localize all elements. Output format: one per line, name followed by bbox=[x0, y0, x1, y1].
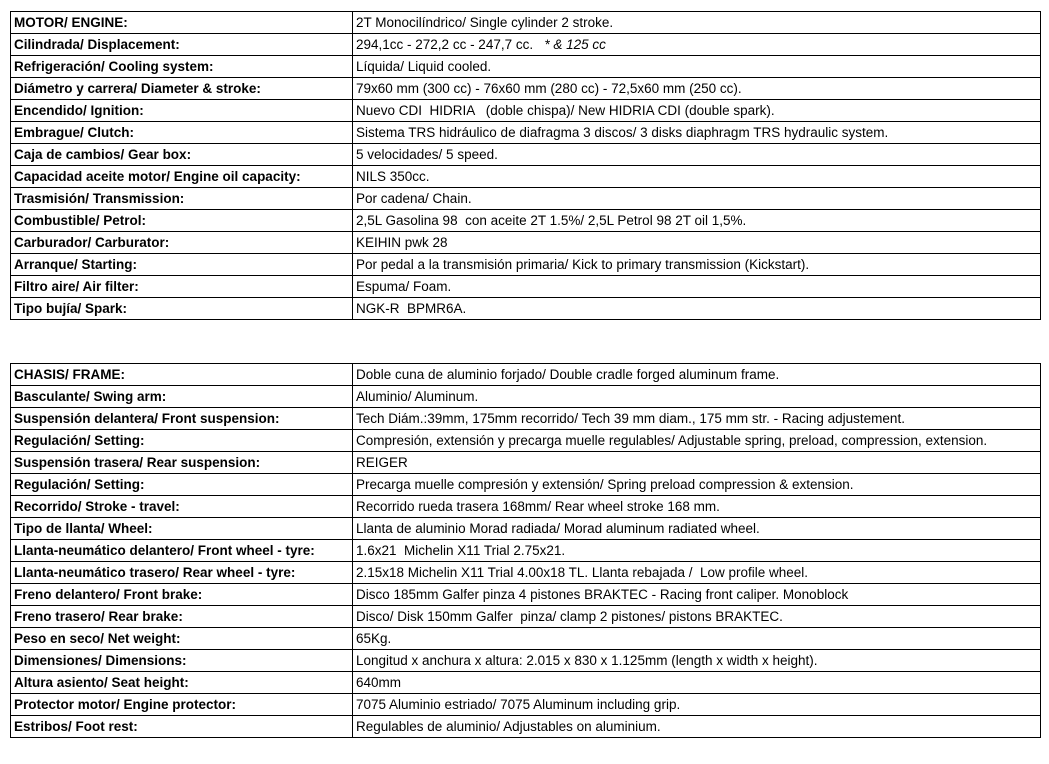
spec-label: Tipo bujía/ Spark: bbox=[11, 298, 353, 320]
table-row bbox=[11, 100, 1041, 122]
spec-value: Tech Diám.:39mm, 175mm recorrido/ Tech 39 mm diam., 175 mm str. - Racing adjustement. bbox=[353, 408, 1041, 430]
table-row bbox=[11, 386, 1041, 408]
spec-label: Altura asiento/ Seat height: bbox=[11, 672, 353, 694]
spec-label: Regulación/ Setting: bbox=[11, 474, 353, 496]
table-row bbox=[11, 276, 1041, 298]
table-row bbox=[11, 408, 1041, 430]
spec-value: Espuma/ Foam. bbox=[353, 276, 1041, 298]
table-row bbox=[11, 12, 1041, 34]
spec-value: Aluminio/ Aluminum. bbox=[353, 386, 1041, 408]
spec-value bbox=[353, 34, 1041, 56]
spec-label: Freno trasero/ Rear brake: bbox=[11, 606, 353, 628]
table-row bbox=[11, 584, 1041, 606]
spec-value: 2T Monocilíndrico/ Single cylinder 2 stroke. bbox=[353, 12, 1041, 34]
spec-label: Estribos/ Foot rest: bbox=[11, 716, 353, 738]
table-row bbox=[11, 364, 1041, 386]
spec-label: Llanta-neumático trasero/ Rear wheel - tyre: bbox=[11, 562, 353, 584]
spec-label: Filtro aire/ Air filter: bbox=[11, 276, 353, 298]
table-row bbox=[11, 232, 1041, 254]
spec-label: Llanta-neumático delantero/ Front wheel - tyre: bbox=[11, 540, 353, 562]
spec-label: Cilindrada/ Displacement: bbox=[11, 34, 353, 56]
spec-label: Refrigeración/ Cooling system: bbox=[11, 56, 353, 78]
spec-label: CHASIS/ FRAME: bbox=[11, 364, 353, 386]
spec-label: Embrague/ Clutch: bbox=[11, 122, 353, 144]
spec-value: 2,5L Gasolina 98 con aceite 2T 1.5%/ 2,5L Petrol 98 2T oil 1,5%. bbox=[353, 210, 1041, 232]
table-row bbox=[11, 78, 1041, 100]
spec-value: Regulables de aluminio/ Adjustables on aluminium. bbox=[353, 716, 1041, 738]
table-row bbox=[11, 34, 1041, 56]
table-row bbox=[11, 672, 1041, 694]
spec-value: Líquida/ Liquid cooled. bbox=[353, 56, 1041, 78]
table-row bbox=[11, 606, 1041, 628]
spec-value: 7075 Aluminio estriado/ 7075 Aluminum including grip. bbox=[353, 694, 1041, 716]
spec-label: Basculante/ Swing arm: bbox=[11, 386, 353, 408]
spec-label: Freno delantero/ Front brake: bbox=[11, 584, 353, 606]
spec-label: Trasmisión/ Transmission: bbox=[11, 188, 353, 210]
spec-value: Por pedal a la transmisión primaria/ Kick to primary transmission (Kickstart). bbox=[353, 254, 1041, 276]
spec-label: MOTOR/ ENGINE: bbox=[11, 12, 353, 34]
spec-label: Encendido/ Ignition: bbox=[11, 100, 353, 122]
spec-label: Arranque/ Starting: bbox=[11, 254, 353, 276]
table-row bbox=[11, 562, 1041, 584]
table-row bbox=[11, 298, 1041, 320]
frame-spec-table bbox=[10, 363, 1041, 738]
spec-label: Regulación/ Setting: bbox=[11, 430, 353, 452]
spec-label: Peso en seco/ Net weight: bbox=[11, 628, 353, 650]
spec-label: Caja de cambios/ Gear box: bbox=[11, 144, 353, 166]
spec-value: Longitud x anchura x altura: 2.015 x 830 x 1.125mm (length x width x height). bbox=[353, 650, 1041, 672]
spec-value: 79x60 mm (300 cc) - 76x60 mm (280 cc) - 72,5x60 mm (250 cc). bbox=[353, 78, 1041, 100]
spec-label: Dimensiones/ Dimensions: bbox=[11, 650, 353, 672]
spec-value: NILS 350cc. bbox=[353, 166, 1041, 188]
spec-label: Diámetro y carrera/ Diameter & stroke: bbox=[11, 78, 353, 100]
spec-value: 2.15x18 Michelin X11 Trial 4.00x18 TL. Llanta rebajada / Low profile wheel. bbox=[353, 562, 1041, 584]
engine-spec-table bbox=[10, 11, 1041, 320]
engine-spec-body bbox=[11, 12, 1041, 320]
frame-spec-body bbox=[11, 364, 1041, 738]
table-row bbox=[11, 166, 1041, 188]
table-row bbox=[11, 694, 1041, 716]
table-row bbox=[11, 254, 1041, 276]
spec-value: Doble cuna de aluminio forjado/ Double cradle forged aluminum frame. bbox=[353, 364, 1041, 386]
spec-label: Suspensión delantera/ Front suspension: bbox=[11, 408, 353, 430]
table-row bbox=[11, 540, 1041, 562]
spec-value: REIGER bbox=[353, 452, 1041, 474]
spec-value: Precarga muelle compresión y extensión/ Spring preload compression & extension. bbox=[353, 474, 1041, 496]
spec-value: Llanta de aluminio Morad radiada/ Morad aluminum radiated wheel. bbox=[353, 518, 1041, 540]
spec-value: Disco 185mm Galfer pinza 4 pistones BRAKTEC - Racing front caliper. Monoblock bbox=[353, 584, 1041, 606]
spec-label: Combustible/ Petrol: bbox=[11, 210, 353, 232]
spec-label: Protector motor/ Engine protector: bbox=[11, 694, 353, 716]
spec-value-note: * & 125 cc bbox=[544, 37, 606, 52]
table-row bbox=[11, 188, 1041, 210]
table-row bbox=[11, 474, 1041, 496]
spec-value: 1.6x21 Michelin X11 Trial 2.75x21. bbox=[353, 540, 1041, 562]
spec-value-text: 294,1cc - 272,2 cc - 247,7 cc. bbox=[356, 37, 545, 52]
table-row bbox=[11, 650, 1041, 672]
spec-value: Nuevo CDI HIDRIA (doble chispa)/ New HIDRIA CDI (double spark). bbox=[353, 100, 1041, 122]
spec-value: 640mm bbox=[353, 672, 1041, 694]
table-row bbox=[11, 496, 1041, 518]
spec-value: Recorrido rueda trasera 168mm/ Rear wheel stroke 168 mm. bbox=[353, 496, 1041, 518]
table-row bbox=[11, 452, 1041, 474]
spec-value: Compresión, extensión y precarga muelle regulables/ Adjustable spring, preload, compression, extension. bbox=[353, 430, 1041, 452]
table-row bbox=[11, 716, 1041, 738]
spec-value: 5 velocidades/ 5 speed. bbox=[353, 144, 1041, 166]
spec-value: KEIHIN pwk 28 bbox=[353, 232, 1041, 254]
table-row bbox=[11, 122, 1041, 144]
table-row bbox=[11, 210, 1041, 232]
table-row bbox=[11, 628, 1041, 650]
spec-value: NGK-R BPMR6A. bbox=[353, 298, 1041, 320]
spec-label: Recorrido/ Stroke - travel: bbox=[11, 496, 353, 518]
spec-label: Carburador/ Carburator: bbox=[11, 232, 353, 254]
table-row bbox=[11, 430, 1041, 452]
spec-value: Sistema TRS hidráulico de diafragma 3 discos/ 3 disks diaphragm TRS hydraulic system. bbox=[353, 122, 1041, 144]
table-row bbox=[11, 56, 1041, 78]
spec-value: Disco/ Disk 150mm Galfer pinza/ clamp 2 pistones/ pistons BRAKTEC. bbox=[353, 606, 1041, 628]
spec-label: Tipo de llanta/ Wheel: bbox=[11, 518, 353, 540]
spec-value: Por cadena/ Chain. bbox=[353, 188, 1041, 210]
spec-label: Capacidad aceite motor/ Engine oil capacity: bbox=[11, 166, 353, 188]
spec-value: 65Kg. bbox=[353, 628, 1041, 650]
table-row bbox=[11, 144, 1041, 166]
table-row bbox=[11, 518, 1041, 540]
spec-label: Suspensión trasera/ Rear suspension: bbox=[11, 452, 353, 474]
